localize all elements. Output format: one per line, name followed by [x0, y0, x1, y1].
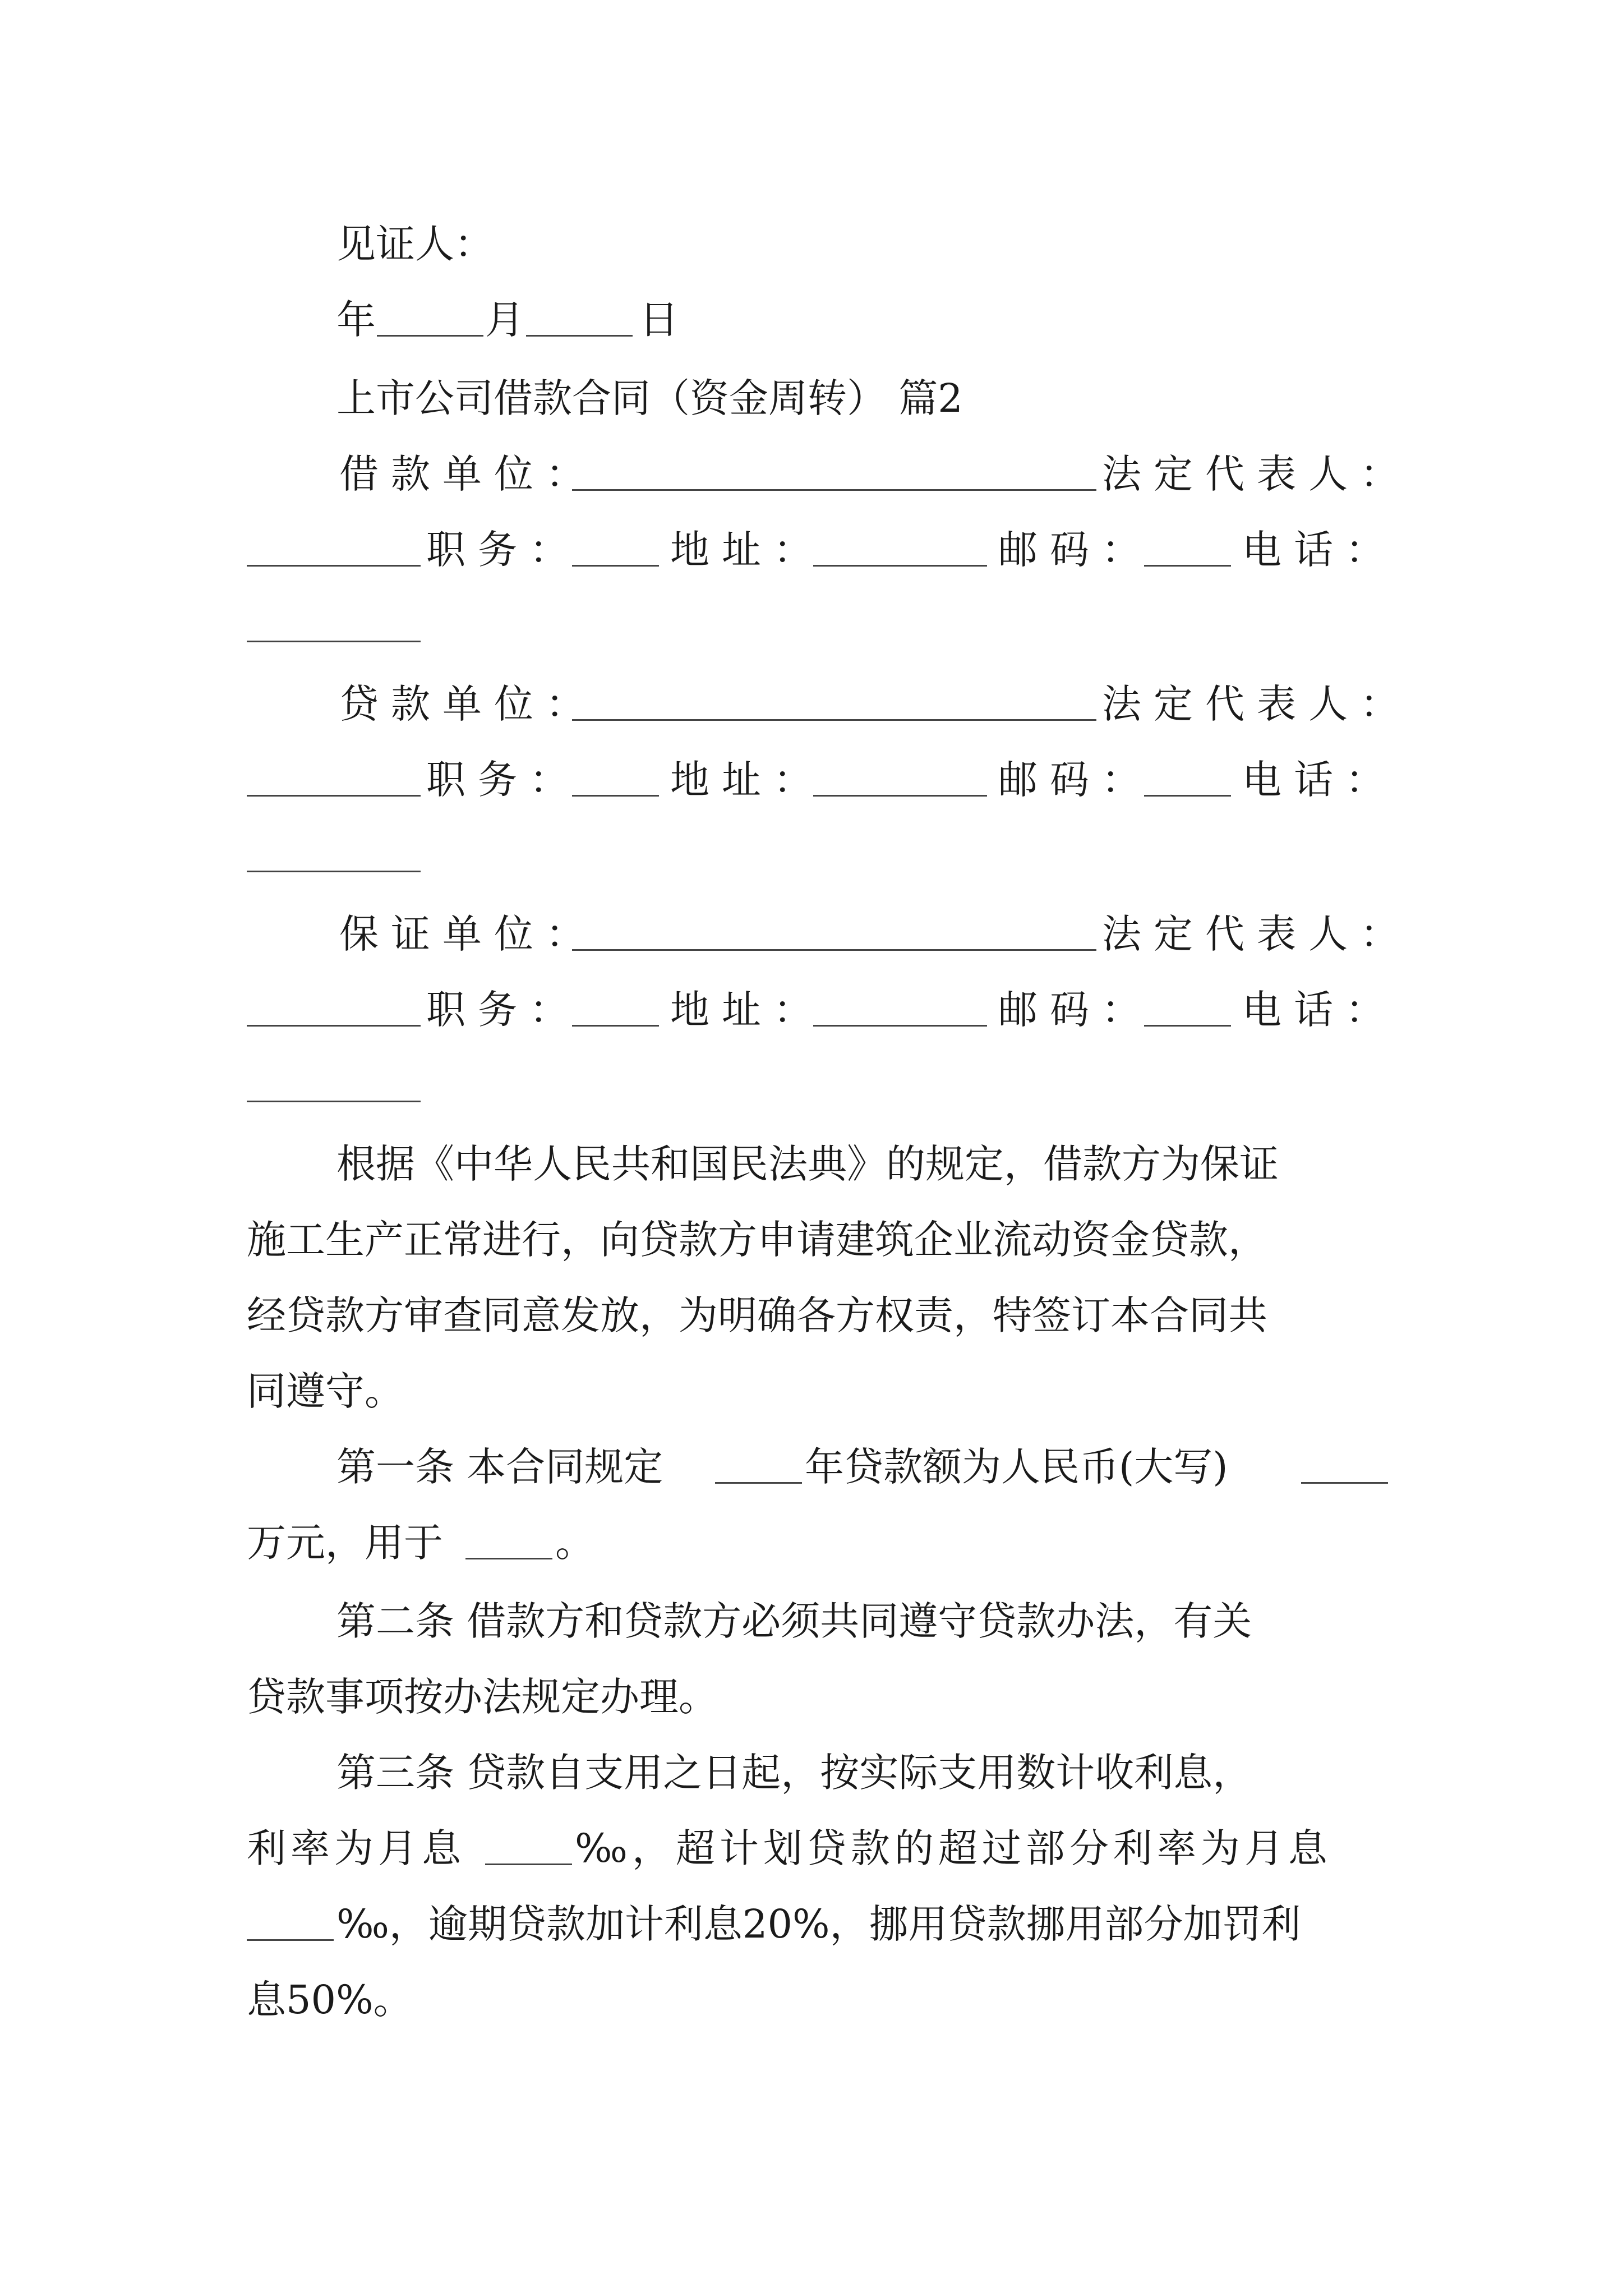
guarantor-zip-label: 邮码：: [998, 987, 1153, 1033]
article1-amount-blank: [1301, 1442, 1388, 1484]
article1-text-4: 。: [555, 1520, 594, 1566]
borrower-position-label: 职务：: [426, 527, 581, 573]
preamble-line-3: [0, 1290, 1623, 1341]
article1-year-blank: [715, 1442, 802, 1484]
guarantor-phone-blank: [247, 1060, 421, 1102]
lender-position-blank: [572, 754, 659, 797]
witness-line: [0, 219, 1623, 269]
article2-text-1: 第二条 借款方和贷款方必须共同遵守贷款办法，有关: [336, 1598, 1252, 1644]
article3-line-4: [0, 1975, 1623, 2025]
article3-line-2: [0, 1823, 1623, 1874]
article1-text-3: 万元，用于: [247, 1520, 443, 1566]
preamble-text-2: 施工生产正常进行，向贷款方申请建筑企业流动资金贷款，: [247, 1217, 1267, 1263]
article3-text-3: ‰，逾期贷款加计利息20%，挪用贷款挪用部分加罚利: [336, 1901, 1301, 1947]
borrower-address-blank: [813, 524, 987, 567]
preamble-line-1: [0, 1139, 1623, 1189]
date-month: 月: [485, 297, 524, 343]
article3-text-1: 第三条 贷款自支用之日起，按实际支用数计收利息，: [336, 1750, 1252, 1796]
preamble-line-2: [0, 1214, 1623, 1265]
article3-text-2a: 利率为月息: [247, 1825, 465, 1871]
lender-address-label: 地址：: [670, 757, 825, 803]
borrower-rep-blank: [247, 524, 421, 567]
party-guarantor-row3: [0, 1060, 1623, 1111]
article1-text-2: 年贷款额为人民币(大写): [805, 1444, 1228, 1490]
date-year: 年: [336, 297, 376, 343]
party-lender-row3: [0, 830, 1623, 881]
article3-text-2b: ‰，超计划贷款的超过部分利率为月息: [575, 1825, 1332, 1871]
article1-text-1: 第一条 本合同规定: [336, 1444, 663, 1490]
lender-unit-blank: [572, 679, 1096, 721]
borrower-unit-blank: [572, 449, 1096, 491]
article2-line-2: [0, 1672, 1623, 1722]
borrower-address-label: 地址：: [670, 527, 825, 573]
guarantor-position-label: 职务：: [426, 987, 581, 1033]
witness-label: 见证人：: [336, 221, 494, 267]
borrower-rep-label: 法定代表人：: [1102, 451, 1412, 497]
year-blank: [377, 295, 483, 337]
party-borrower-row1: [0, 449, 1623, 499]
date-day: 日: [639, 297, 679, 343]
borrower-phone-label: 电话：: [1242, 527, 1397, 573]
section-title: [0, 373, 1623, 424]
borrower-unit-label: 借款单位：: [339, 451, 597, 497]
lender-phone-blank: [247, 830, 421, 872]
lender-position-label: 职务：: [426, 757, 581, 803]
borrower-zip-blank: [1144, 524, 1231, 567]
lender-zip-blank: [1144, 754, 1231, 797]
party-guarantor-row1: [0, 909, 1623, 959]
article2-text-2: 贷款事项按办法规定办理。: [247, 1674, 718, 1720]
preamble-text-3: 经贷款方审查同意发放，为明确各方权责，特签订本合同共: [247, 1292, 1267, 1338]
guarantor-zip-blank: [1144, 984, 1231, 1027]
party-borrower-row2: [0, 524, 1623, 575]
lender-rep-label: 法定代表人：: [1102, 681, 1412, 727]
preamble-text-4: 同遵守。: [247, 1368, 404, 1414]
lender-phone-label: 电话：: [1242, 757, 1397, 803]
guarantor-address-blank: [813, 984, 987, 1027]
borrower-zip-label: 邮码：: [998, 527, 1153, 573]
borrower-position-blank: [572, 524, 659, 567]
borrower-phone-blank: [247, 600, 421, 642]
preamble-text-1: 根据《中华人民共和国民法典》的规定，借款方为保证: [336, 1141, 1279, 1187]
preamble-line-4: [0, 1366, 1623, 1416]
guarantor-rep-label: 法定代表人：: [1102, 911, 1412, 957]
guarantor-rep-blank: [247, 984, 421, 1027]
guarantor-position-blank: [572, 984, 659, 1027]
lender-address-blank: [813, 754, 987, 797]
party-lender-row1: [0, 679, 1623, 729]
article3-overplan-rate-blank: [247, 1899, 334, 1941]
article3-line-1: [0, 1747, 1623, 1798]
section-title-text: 上市公司借款合同（资金周转） 篇2: [336, 375, 963, 421]
date-line: [0, 295, 1623, 345]
party-borrower-row3: [0, 600, 1623, 651]
party-guarantor-row2: [0, 984, 1623, 1035]
guarantor-address-label: 地址：: [670, 987, 825, 1033]
article3-text-4: 息50%。: [247, 1977, 413, 2023]
month-blank: [526, 295, 633, 337]
article3-line-3: [0, 1899, 1623, 1949]
guarantor-unit-label: 保证单位：: [339, 911, 597, 957]
lender-unit-label: 贷款单位：: [339, 681, 597, 727]
article1-purpose-blank: [465, 1517, 552, 1559]
article1-line-2: [0, 1517, 1623, 1568]
article1-line-1: [0, 1442, 1623, 1492]
party-lender-row2: [0, 754, 1623, 805]
lender-zip-label: 邮码：: [998, 757, 1153, 803]
guarantor-phone-label: 电话：: [1242, 987, 1397, 1033]
article3-rate-blank: [485, 1823, 572, 1865]
guarantor-unit-blank: [572, 909, 1096, 951]
lender-rep-blank: [247, 754, 421, 797]
article2-line-1: [0, 1596, 1623, 1646]
